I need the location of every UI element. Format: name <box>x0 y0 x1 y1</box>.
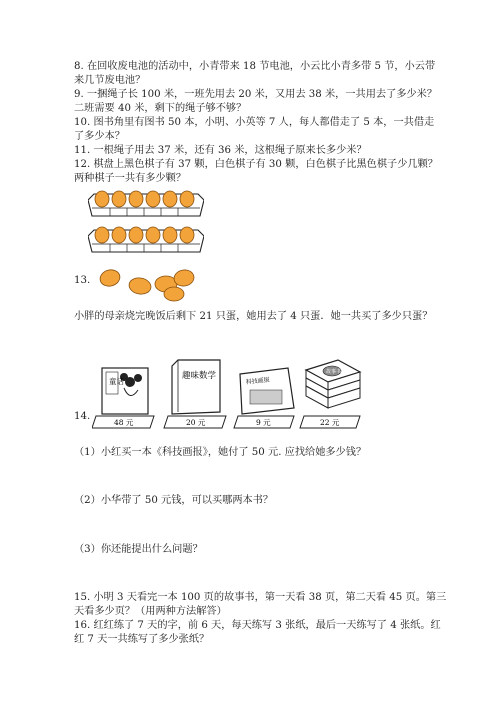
q9-line1: 9. 一捆绳子长 100 米，一班先用去 20 米，又用去 38 米，一共用去了多少米？ <box>74 89 438 100</box>
loose-eggs-illustration <box>96 264 196 302</box>
q8-line2: 来几节废电池？ <box>74 75 146 86</box>
q14-sub3: （3）你还能提出什么问题？ <box>74 544 203 555</box>
q15-line1: 15. 小明 3 天看完一本 100 页的故事书，第一天看 38 页，第二天看 45 页。第三 <box>74 592 447 603</box>
book-price-math: 20 元 <box>186 418 206 427</box>
q12-line2: 两种棋子一共有多少颗？ <box>74 173 187 184</box>
q12-line1: 12. 棋盘上黑色棋子有 37 颗，白色棋子有 30 颗，白色棋子比黑色棋子少几颗？ <box>74 159 438 170</box>
egg-tray-bottom <box>88 222 204 256</box>
q16-line2: 红 7 天一共练写了多少张纸？ <box>74 634 210 645</box>
q9-line2: 二班需要 40 米，剩下的绳子够不够？ <box>74 103 247 114</box>
book-title-fairy: 童话 <box>109 377 124 386</box>
q10-line2: 了多少本？ <box>74 131 125 142</box>
q14-sub2: （2）小华带了 50 元钱，可以买哪两本书？ <box>74 495 274 506</box>
q15-line2: 天看多少页？（用两种方法解答） <box>74 606 227 617</box>
book-price-fairy: 48 元 <box>114 418 134 427</box>
books-illustration <box>92 350 362 432</box>
q13-number: 13. <box>74 275 91 286</box>
book-title-math: 趣味数学 <box>182 371 217 381</box>
q14-sub1: （1）小红买一本《科技画报》，她付了 50 元. 应找给她多少钱？ <box>74 447 367 458</box>
q8-line1: 8. 在回收废电池的活动中，小青带来 18 节电池，小云比小青多带 5 节，小云带 <box>74 61 436 72</box>
q13-text: 小胖的母亲烧完晚饭后剩下 21 只蛋，她用去了 4 只蛋．她一共买了多少只蛋？ <box>74 311 433 322</box>
q11-line1: 11. 一根绳子用去 37 米，还有 36 米，这根绳子原来长多少米？ <box>74 145 367 156</box>
q14-number: 14. <box>74 411 91 422</box>
q10-line1: 10. 图书角里有图书 50 本，小明、小英等 7 人，每人都借走了 5 本，一共借走 <box>74 117 435 128</box>
egg-tray-top <box>88 186 204 220</box>
book-price-story: 22 元 <box>320 418 340 427</box>
book-title-tech: 科技画报 <box>245 376 271 386</box>
book-price-tech: 9 元 <box>256 418 271 427</box>
q16-line1: 16. 红红练了 7 天的字，前 6 天，每天练写 3 张纸，最后一天练写了 4 张纸。红 <box>74 620 441 631</box>
book-title-story: 故事书 <box>326 369 342 375</box>
